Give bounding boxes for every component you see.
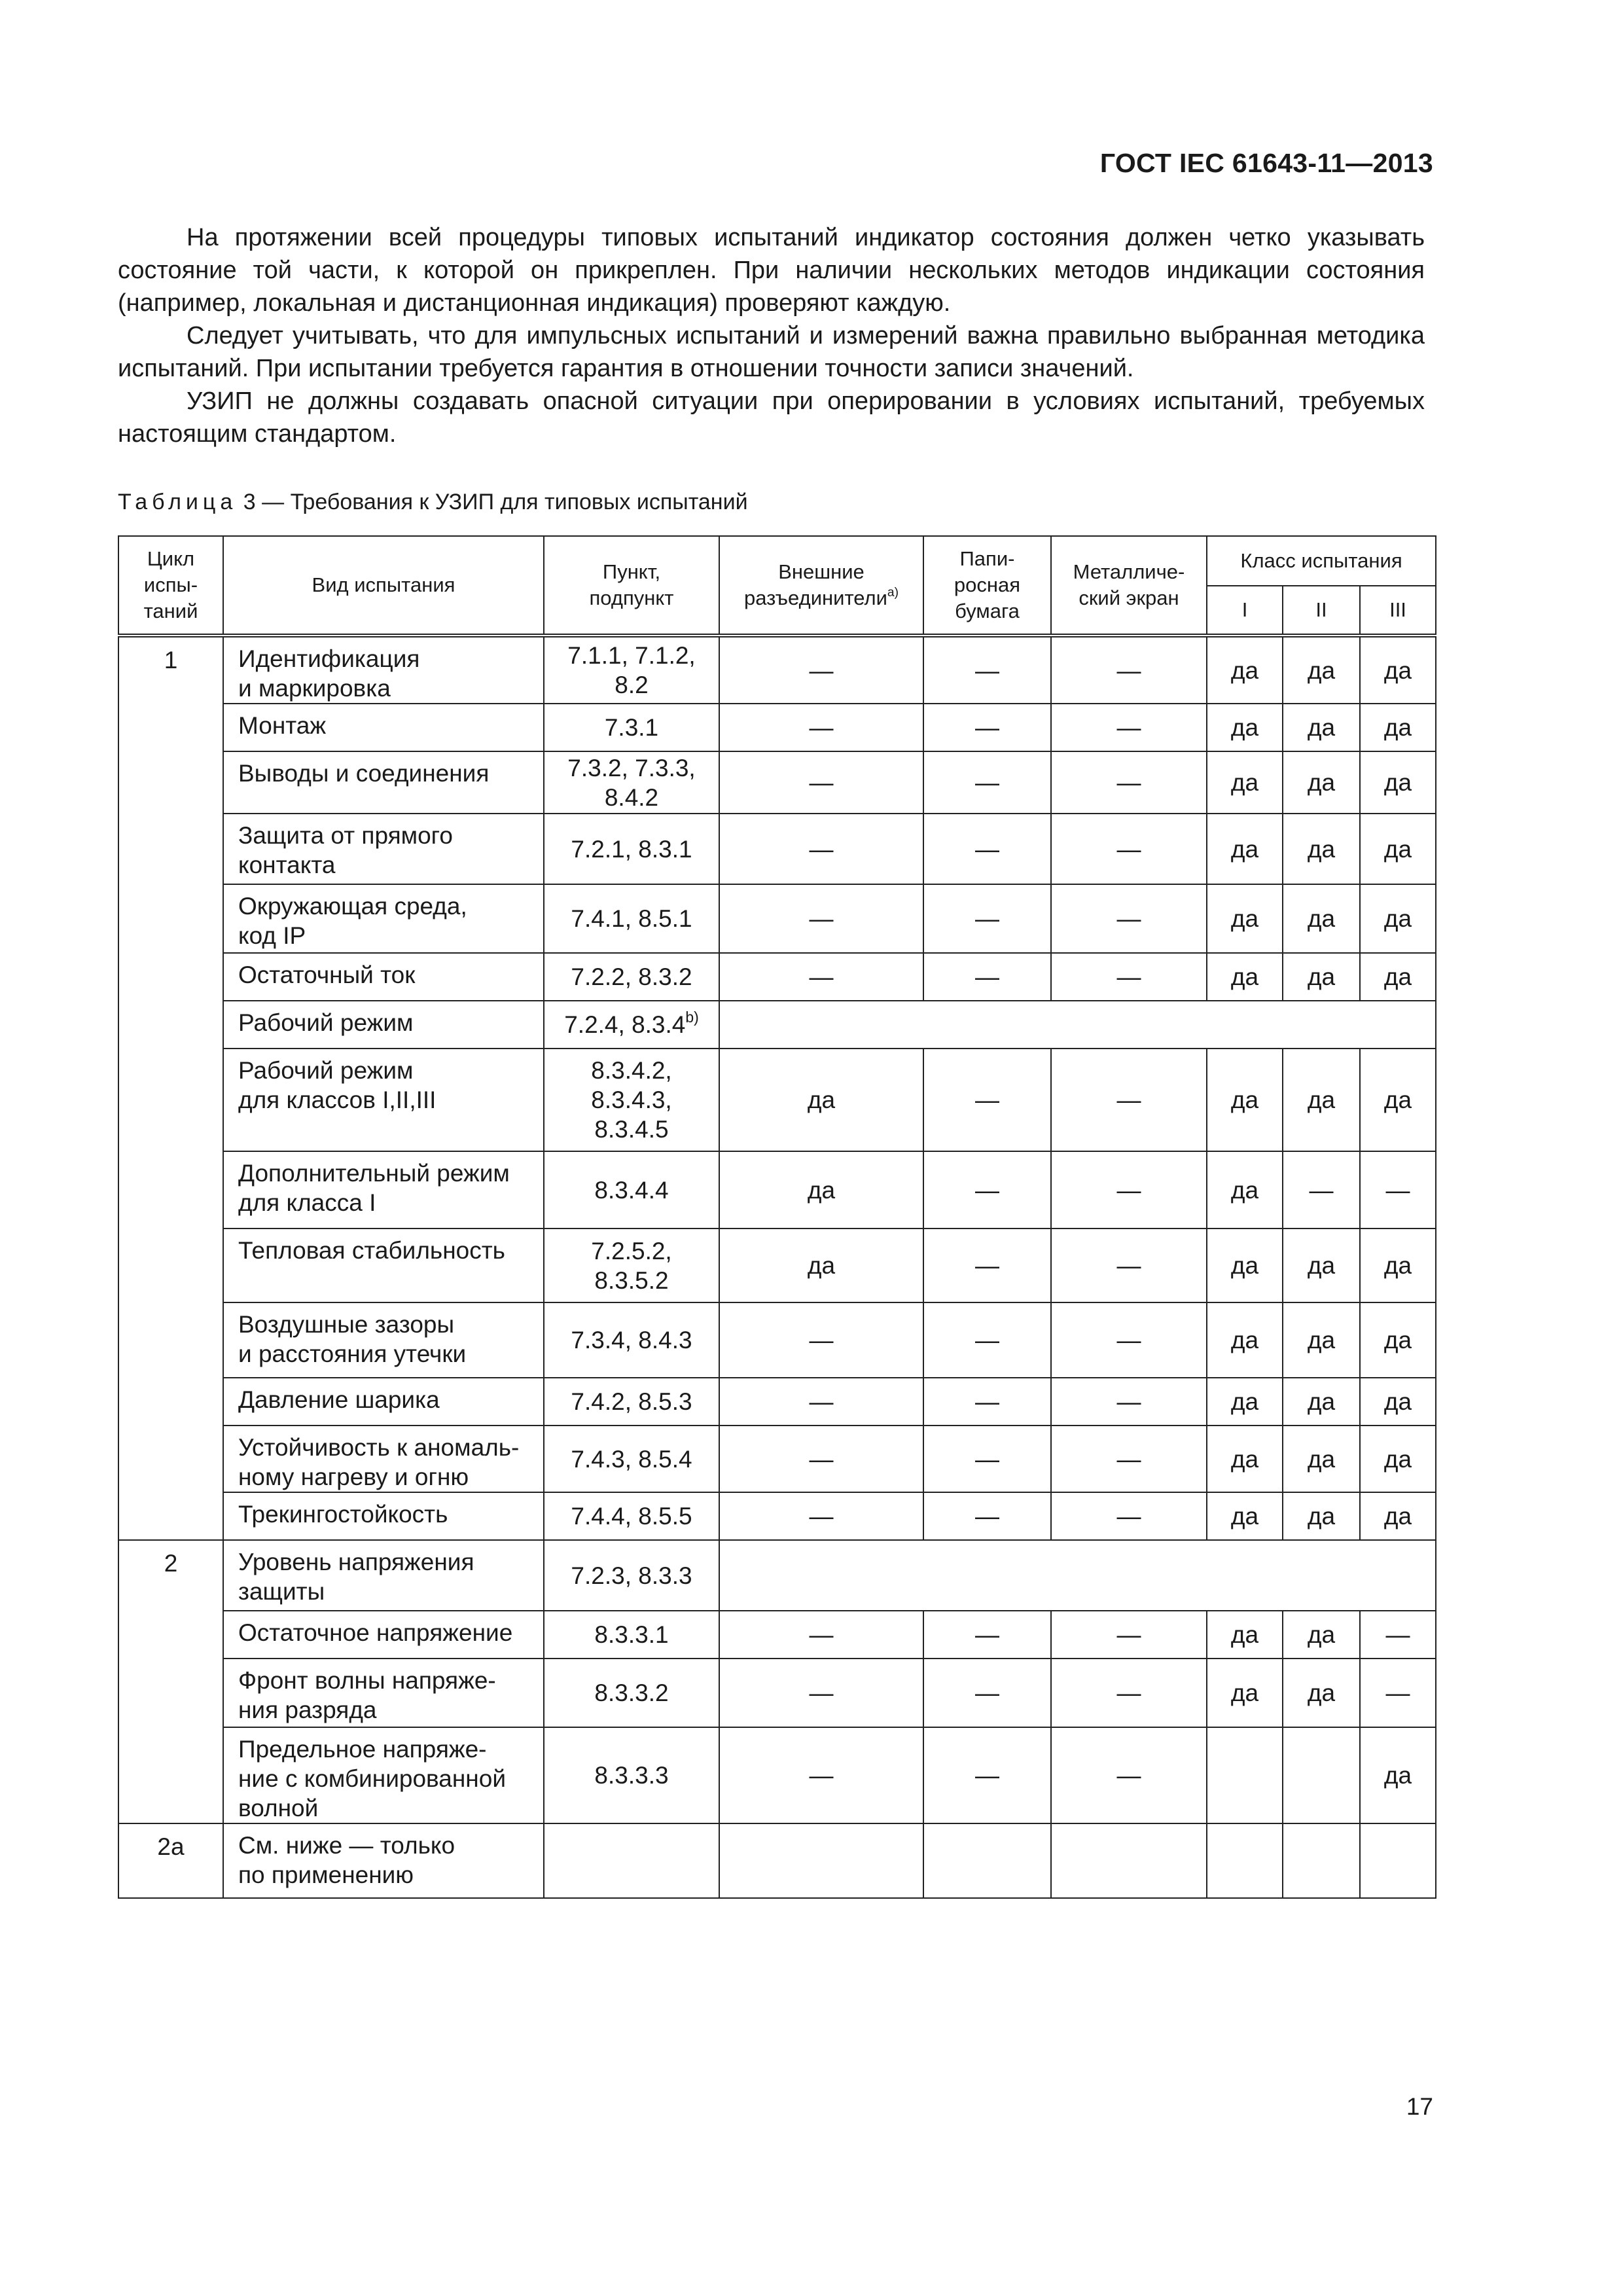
clause-cell [544, 1492, 719, 1540]
text-line: 7.2.3, 8.3.3 [571, 1562, 692, 1589]
disconnectors-cell: — [719, 1492, 923, 1540]
header-class-ii: II [1283, 586, 1360, 636]
test-name-cell [223, 704, 544, 751]
text-line: 7.4.4, 8.5.5 [571, 1503, 692, 1530]
class-ii-cell: да [1283, 1611, 1360, 1659]
class-ii-cell: да [1283, 1659, 1360, 1727]
class-iii-cell: да [1360, 814, 1436, 884]
class-ii-cell [1283, 1727, 1360, 1823]
test-name-cell [223, 884, 544, 953]
text-line: 8.3.3.1 [594, 1621, 669, 1648]
text-line: волной [238, 1795, 319, 1821]
disconnectors-cell: — [719, 1426, 923, 1492]
text-line: 7.3.2, 7.3.3, [567, 754, 696, 781]
intro-paragraph: УЗИП не должны создавать опасной ситуации при оперировании в условиях испытаний, требуемых настоящим стандартом. [118, 387, 1425, 448]
class-iii-cell: да [1360, 636, 1436, 704]
empty-merged-cell [719, 1001, 1436, 1049]
metal-screen-cell: — [1051, 1727, 1207, 1823]
table-row [118, 1049, 1436, 1151]
class-iii-cell: — [1360, 1611, 1436, 1659]
text-line: по применению [238, 1861, 414, 1888]
header-metal-screen [1051, 536, 1207, 636]
clause-note: b) [685, 1009, 699, 1026]
clause-cell [544, 1229, 719, 1302]
paper-cell: — [923, 884, 1051, 953]
test-name-cell [223, 1302, 544, 1378]
table-row [118, 814, 1436, 884]
test-name-cell [223, 1151, 544, 1229]
paper-cell: — [923, 704, 1051, 751]
text-line: 7.4.3, 8.5.4 [571, 1445, 692, 1473]
header-disconnectors [719, 536, 923, 636]
test-name-cell [223, 1049, 544, 1151]
clause-cell [544, 704, 719, 751]
class-i-cell: да [1207, 1492, 1283, 1540]
text-line: контакта [238, 852, 336, 878]
header-disconnectors-text [744, 560, 887, 609]
class-i-cell: да [1207, 1378, 1283, 1426]
metal-screen-cell: — [1051, 636, 1207, 704]
paper-cell: — [923, 751, 1051, 814]
class-i-cell: да [1207, 1229, 1283, 1302]
paper-cell: — [923, 1302, 1051, 1378]
class-ii-cell: — [1283, 1151, 1360, 1229]
class-i-cell: да [1207, 953, 1283, 1001]
paper-cell: — [923, 1229, 1051, 1302]
class-i-cell: да [1207, 751, 1283, 814]
table-row [118, 1727, 1436, 1823]
class-i-cell: да [1207, 884, 1283, 953]
disconnectors-cell [719, 1823, 923, 1898]
text-line: 7.3.1 [604, 714, 659, 741]
table-row [118, 1823, 1436, 1898]
class-ii-cell [1283, 1823, 1360, 1898]
text-line: и маркировка [238, 675, 391, 702]
paper-cell: — [923, 1049, 1051, 1151]
header-paper [923, 536, 1051, 636]
disconnectors-cell: да [719, 1151, 923, 1229]
class-ii-cell: да [1283, 1229, 1360, 1302]
class-ii-cell: да [1283, 636, 1360, 704]
paper-cell: — [923, 814, 1051, 884]
text-line: для класса I [238, 1189, 376, 1216]
class-iii-cell: да [1360, 1426, 1436, 1492]
text-line: ния разряда [238, 1696, 377, 1723]
class-ii-cell: да [1283, 1302, 1360, 1378]
class-i-cell: да [1207, 1302, 1283, 1378]
header-test-class: Класс испытания [1207, 536, 1436, 586]
cycle-cell: 1 [118, 636, 223, 1540]
text-line: 8.3.4.3, [591, 1086, 672, 1113]
text-line: Пункт, [602, 560, 661, 583]
test-name-cell [223, 751, 544, 814]
table-row [118, 636, 1436, 704]
text-line: 7.2.1, 8.3.1 [571, 835, 692, 863]
paper-cell: — [923, 1426, 1051, 1492]
text-line: 8.2 [615, 672, 649, 698]
clause-cell [544, 1151, 719, 1229]
text-line: и расстояния утечки [238, 1340, 467, 1367]
text-line: защиты [238, 1578, 325, 1605]
class-ii-cell: да [1283, 1492, 1360, 1540]
class-ii-cell: да [1283, 751, 1360, 814]
text-line: 8.4.2 [604, 783, 659, 811]
cycle-cell: 2a [118, 1823, 223, 1898]
clause-cell [544, 751, 719, 814]
clause-cell [544, 1611, 719, 1659]
table-row [118, 1378, 1436, 1426]
class-i-cell: да [1207, 1049, 1283, 1151]
paper-cell: — [923, 953, 1051, 1001]
text-line: См. ниже — только [238, 1832, 455, 1859]
table-body [118, 636, 1436, 1898]
text-line: 7.2.5.2, [591, 1237, 672, 1265]
text-line: 7.2.2, 8.3.2 [571, 963, 692, 990]
disconnectors-cell: — [719, 884, 923, 953]
header-class-i: I [1207, 586, 1283, 636]
test-name-cell [223, 1426, 544, 1492]
header-test-type: Вид испытания [223, 536, 544, 636]
class-i-cell: да [1207, 704, 1283, 751]
clause-cell [544, 1727, 719, 1823]
clause-cell [544, 1378, 719, 1426]
table-row [118, 953, 1436, 1001]
class-iii-cell: — [1360, 1151, 1436, 1229]
text-line: 7.4.2, 8.5.3 [571, 1388, 692, 1415]
header-paper-text [954, 547, 1020, 622]
paper-cell: — [923, 1492, 1051, 1540]
text-line: 8.3.5.2 [594, 1266, 669, 1294]
text-line: Воздушные зазоры [238, 1311, 455, 1338]
text-line: 7.3.4, 8.4.3 [571, 1327, 692, 1354]
class-iii-cell: да [1360, 1378, 1436, 1426]
text-line: Остаточное напряжение [238, 1619, 513, 1646]
header-cycle-text [144, 547, 198, 622]
text-line: подпункт [589, 586, 674, 609]
table-row [118, 1302, 1436, 1378]
disconnectors-cell: да [719, 1049, 923, 1151]
table-caption-label: Таблица [118, 490, 238, 514]
table-row [118, 1001, 1436, 1049]
table-caption-text: 3 — Требования к УЗИП для типовых испытаний [243, 490, 748, 514]
clause-cell [544, 1049, 719, 1151]
table-caption [118, 490, 748, 515]
table-row [118, 1229, 1436, 1302]
table-row [118, 1540, 1436, 1611]
class-ii-cell: да [1283, 704, 1360, 751]
requirements-table [118, 535, 1436, 1899]
text-line: 7.4.1, 8.5.1 [571, 905, 692, 932]
text-line: росная [954, 573, 1021, 596]
class-i-cell: да [1207, 1426, 1283, 1492]
class-iii-cell: да [1360, 704, 1436, 751]
text-line: 7.2.4, 8.3.4 [564, 1011, 686, 1038]
metal-screen-cell: — [1051, 1049, 1207, 1151]
class-ii-cell: да [1283, 1378, 1360, 1426]
paper-cell: — [923, 1378, 1051, 1426]
test-name-cell [223, 1823, 544, 1898]
text-line: Выводы и соединения [238, 760, 490, 787]
text-line: бумага [955, 600, 1020, 622]
class-iii-cell: да [1360, 1049, 1436, 1151]
text-line: 8.3.4.4 [594, 1176, 669, 1204]
disconnectors-cell: — [719, 814, 923, 884]
clause-cell [544, 953, 719, 1001]
text-line: Монтаж [238, 712, 327, 739]
clause-cell [544, 814, 719, 884]
class-i-cell: да [1207, 1611, 1283, 1659]
text-line: Тепловая стабильность [238, 1237, 505, 1264]
test-name-cell [223, 1229, 544, 1302]
paper-cell [923, 1823, 1051, 1898]
test-name-cell [223, 1611, 544, 1659]
metal-screen-cell: — [1051, 814, 1207, 884]
table-row [118, 884, 1436, 953]
class-iii-cell: да [1360, 1302, 1436, 1378]
class-i-cell [1207, 1823, 1283, 1898]
header-disconnectors-note: a) [887, 585, 899, 600]
disconnectors-cell: — [719, 1727, 923, 1823]
metal-screen-cell: — [1051, 1378, 1207, 1426]
text-line: ному нагреву и огню [238, 1463, 469, 1490]
disconnectors-cell: — [719, 1611, 923, 1659]
text-line: ние с комбинированной [238, 1765, 506, 1792]
disconnectors-cell: — [719, 636, 923, 704]
text-line: 8.3.4.5 [594, 1116, 669, 1143]
text-line: 7.1.1, 7.1.2, [567, 642, 696, 669]
disconnectors-cell: — [719, 1659, 923, 1727]
paper-cell: — [923, 636, 1051, 704]
page-number: 17 [1406, 2093, 1433, 2120]
text-line: Остаточный ток [238, 961, 416, 988]
text-line: ский экран [1079, 586, 1179, 609]
header-clause-text [590, 560, 674, 609]
metal-screen-cell: — [1051, 1151, 1207, 1229]
class-ii-cell: да [1283, 1426, 1360, 1492]
test-name-cell [223, 1727, 544, 1823]
header-clause [544, 536, 719, 636]
class-ii-cell: да [1283, 884, 1360, 953]
table-row [118, 1492, 1436, 1540]
disconnectors-cell: — [719, 751, 923, 814]
text-line: Давление шарика [238, 1386, 440, 1413]
text-line: 8.3.3.3 [594, 1762, 669, 1789]
class-iii-cell: да [1360, 884, 1436, 953]
intro-paragraph: Следует учитывать, что для импульсных испытаний и измерений важна правильно выбранная методика испытаний. При испытании требуется гарантия в отношении точности записи значений. [118, 322, 1425, 382]
header-cycle [118, 536, 223, 636]
text-line: Идентификация [238, 645, 420, 672]
text-line: Трекингостойкость [238, 1501, 448, 1528]
disconnectors-cell: — [719, 704, 923, 751]
text-line: испы- [143, 573, 198, 596]
metal-screen-cell: — [1051, 1611, 1207, 1659]
text-line: Уровень напряжения [238, 1549, 474, 1575]
test-name-cell [223, 1378, 544, 1426]
header-class-iii: III [1360, 586, 1436, 636]
metal-screen-cell: — [1051, 884, 1207, 953]
clause-cell [544, 1001, 719, 1049]
metal-screen-cell: — [1051, 1229, 1207, 1302]
metal-screen-cell [1051, 1823, 1207, 1898]
paper-cell: — [923, 1611, 1051, 1659]
text-line: Защита от прямого [238, 822, 453, 849]
table-row [118, 1611, 1436, 1659]
clause-cell [544, 1426, 719, 1492]
class-i-cell: да [1207, 1151, 1283, 1229]
text-line: Фронт волны напряже- [238, 1667, 496, 1694]
text-line: Окружающая среда, [238, 893, 467, 920]
clause-cell [544, 1659, 719, 1727]
class-iii-cell: да [1360, 1727, 1436, 1823]
class-iii-cell: да [1360, 1492, 1436, 1540]
class-ii-cell: да [1283, 953, 1360, 1001]
class-ii-cell: да [1283, 814, 1360, 884]
class-iii-cell: — [1360, 1659, 1436, 1727]
clause-cell [544, 884, 719, 953]
text-line: 8.3.4.2, [591, 1057, 672, 1084]
disconnectors-cell: — [719, 1378, 923, 1426]
text-line: разъединители [744, 586, 887, 609]
test-name-cell [223, 1001, 544, 1049]
disconnectors-cell: — [719, 1302, 923, 1378]
clause-cell [544, 1540, 719, 1611]
text-line: 8.3.3.2 [594, 1679, 669, 1706]
metal-screen-cell: — [1051, 1492, 1207, 1540]
text-line: Устойчивость к аномаль- [238, 1434, 520, 1461]
test-name-cell [223, 1492, 544, 1540]
class-iii-cell [1360, 1823, 1436, 1898]
text-line: Папи- [959, 547, 1015, 570]
text-line: Рабочий режим [238, 1009, 414, 1036]
header-metal-screen-text [1073, 560, 1185, 609]
table-row [118, 1426, 1436, 1492]
clause-cell [544, 636, 719, 704]
empty-merged-cell [719, 1540, 1436, 1611]
paper-cell: — [923, 1659, 1051, 1727]
intro-text [118, 221, 1425, 450]
class-i-cell: да [1207, 814, 1283, 884]
test-name-cell [223, 1540, 544, 1611]
text-line: Цикл [147, 547, 195, 570]
cycle-cell: 2 [118, 1540, 223, 1823]
metal-screen-cell: — [1051, 751, 1207, 814]
table-row [118, 751, 1436, 814]
class-iii-cell: да [1360, 953, 1436, 1001]
metal-screen-cell: — [1051, 953, 1207, 1001]
text-line: Дополнительный режим [238, 1160, 510, 1187]
class-ii-cell: да [1283, 1049, 1360, 1151]
document-header: ГОСТ IEC 61643-11—2013 [1099, 148, 1433, 178]
text-line: для классов I,II,III [238, 1086, 437, 1113]
class-i-cell [1207, 1727, 1283, 1823]
clause-cell [544, 1823, 719, 1898]
disconnectors-cell: — [719, 953, 923, 1001]
paper-cell: — [923, 1727, 1051, 1823]
class-i-cell: да [1207, 1659, 1283, 1727]
intro-paragraph: На протяжении всей процедуры типовых испытаний индикатор состояния должен четко указывать состояние той части, к которой он прикреплен. При наличии нескольких методов индикации состояния (например, локальная и дистанционная индикация) проверяют каждую. [118, 224, 1425, 317]
table-row [118, 1659, 1436, 1727]
paper-cell: — [923, 1151, 1051, 1229]
class-iii-cell: да [1360, 751, 1436, 814]
class-iii-cell: да [1360, 1229, 1436, 1302]
text-line: Внешние [778, 560, 865, 583]
text-line: Рабочий режим [238, 1057, 414, 1084]
test-name-cell [223, 814, 544, 884]
metal-screen-cell: — [1051, 704, 1207, 751]
disconnectors-cell: да [719, 1229, 923, 1302]
test-name-cell [223, 636, 544, 704]
text-line: код IP [238, 922, 306, 949]
test-name-cell [223, 1659, 544, 1727]
clause-cell [544, 1302, 719, 1378]
table-row [118, 704, 1436, 751]
text-line: Металличе- [1073, 560, 1185, 583]
text-line: таний [143, 600, 198, 622]
metal-screen-cell: — [1051, 1302, 1207, 1378]
metal-screen-cell: — [1051, 1659, 1207, 1727]
test-name-cell [223, 953, 544, 1001]
class-i-cell: да [1207, 636, 1283, 704]
text-line: Предельное напряже- [238, 1736, 487, 1763]
table-row [118, 1151, 1436, 1229]
metal-screen-cell: — [1051, 1426, 1207, 1492]
